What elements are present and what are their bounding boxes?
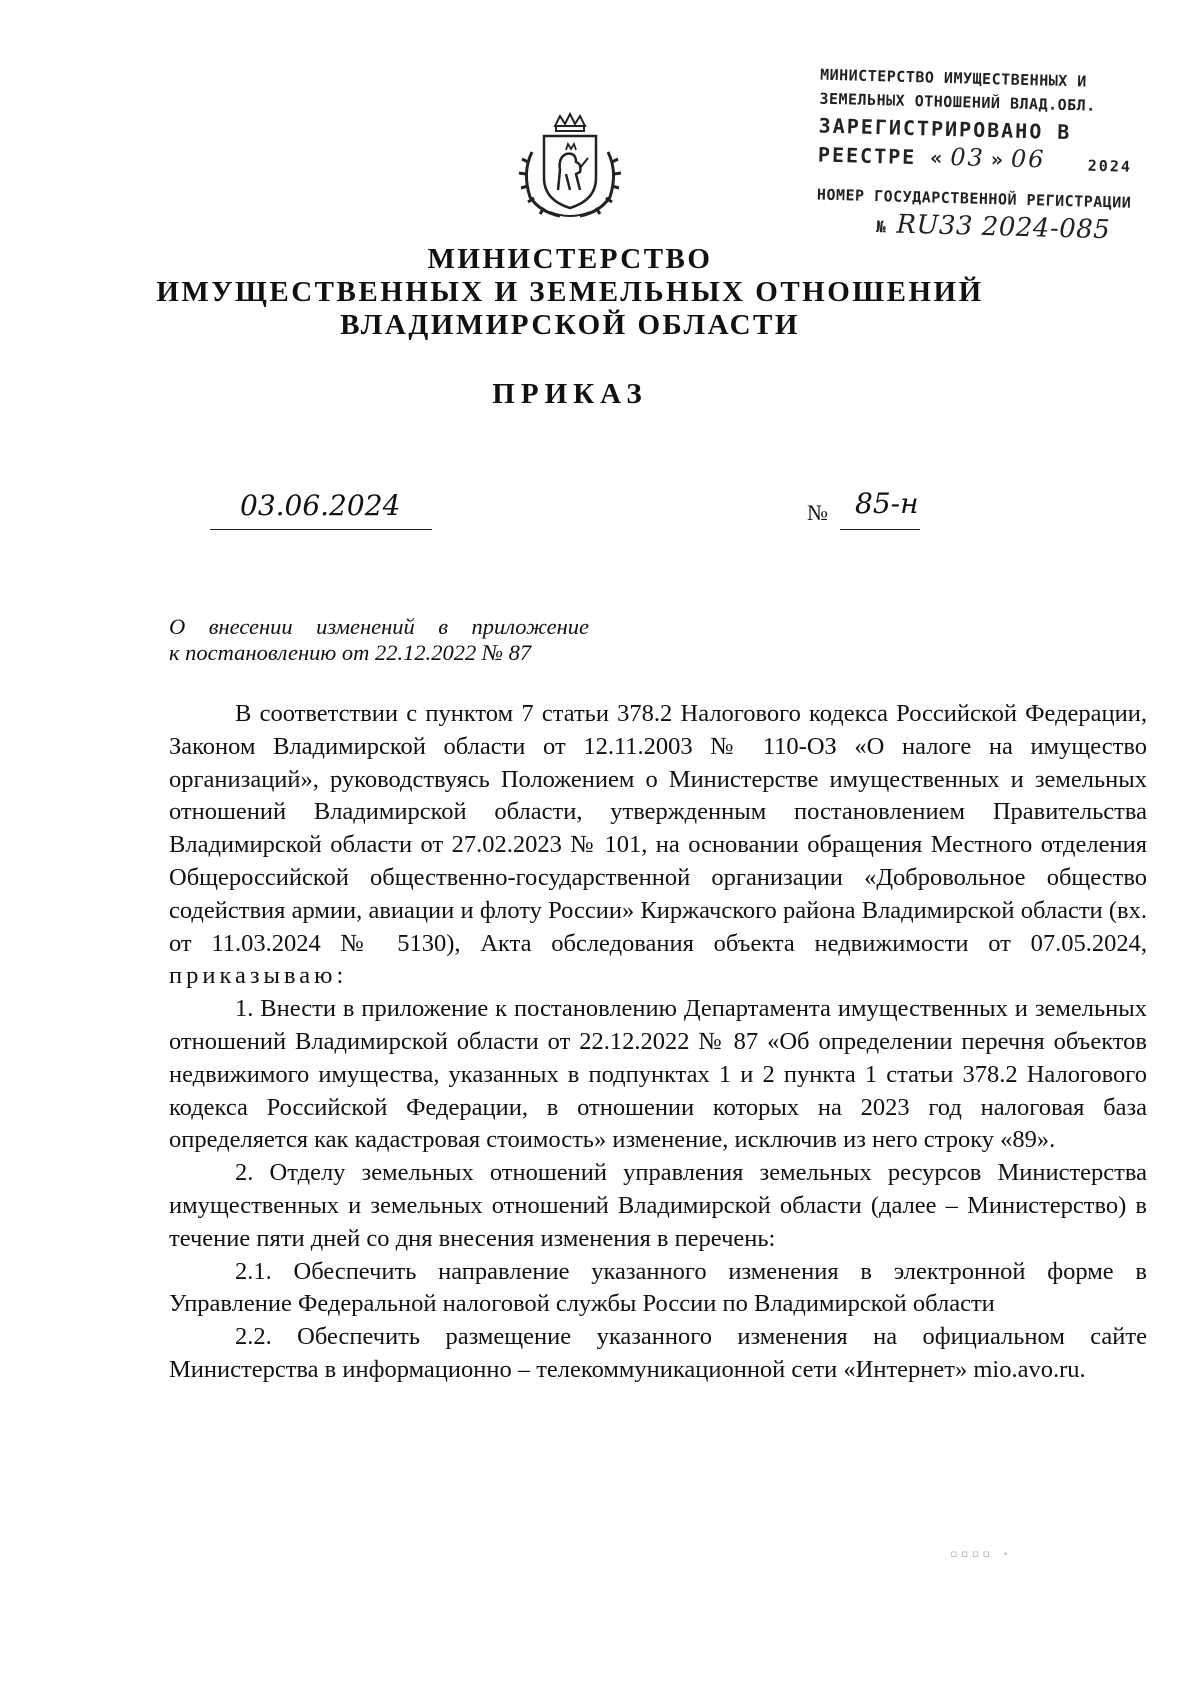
clause-2-paragraph: 2. Отделу земельных отношений управления земельных ресурсов Министерства имущественных и земельных отношений Владимирской области (далее – Министерство) в течение пяти дней со дня внесения изменения в перечень:	[169, 1159, 1147, 1252]
order-number-field	[840, 487, 920, 530]
order-number: 85-н	[855, 487, 919, 520]
ministry-header	[100, 243, 1040, 342]
subject-line-2: к постановлению от 22.12.2022 № 87	[169, 640, 532, 665]
stamp-year: 2024	[1087, 156, 1133, 176]
stamp-line-registration-number: № RU33 2024-085	[875, 209, 1111, 246]
stamp-line-relations: ЗЕМЕЛЬНЫХ ОТНОШЕНИЙ ВЛАД.ОБЛ.	[819, 89, 1096, 115]
registration-stamp	[816, 66, 1160, 247]
order-date-field	[210, 487, 432, 530]
order-title: ПРИКАЗ	[492, 378, 648, 410]
order-body	[169, 698, 1147, 1387]
subject-line-1: О внесении изменений в приложение	[169, 614, 589, 639]
faint-mark: ▫▫▫▫ ·	[950, 1541, 1013, 1566]
order-date: 03.06.2024	[240, 489, 401, 522]
stamp-day: 03	[949, 143, 986, 172]
coat-of-arms-icon	[510, 112, 630, 222]
stamp-line-registered: ЗАРЕГИСТРИРОВАНО В	[818, 113, 1072, 145]
clause-2-1-paragraph: 2.1. Обеспечить направление указанного изменения в электронной форме в Управление Федеральной налоговой службы России по Владимирской области	[169, 1257, 1147, 1318]
stamp-line-state-registration: НОМЕР ГОСУДАРСТВЕННОЙ РЕГИСТРАЦИИ	[816, 185, 1132, 212]
clause-1-paragraph: 1. Внести в приложение к постановлению Департамента имущественных и земельных отношений Владимирской области от 22.12.2022 № 87 «Об определении перечня объектов недвижимого имущества, указанных в подпунктах 1 и 2 пункта 1 статьи 378.2 Налогового кодекса Российской Федерации, в отношении которых на 2023 год налоговая база определяется как кадастровая стоимость» изменение, исключив из него строку «89».	[169, 995, 1147, 1154]
stamp-line-ministry: МИНИСТЕРСТВО ИМУЩЕСТВЕННЫХ И	[819, 65, 1088, 91]
header-line-3: ВЛАДИМИРСКОЙ ОБЛАСТИ	[340, 309, 800, 341]
registration-number: RU33 2024-085	[896, 209, 1111, 246]
stamp-month: 06	[1010, 144, 1046, 174]
header-line-1: МИНИСТЕРСТВО	[427, 243, 713, 275]
order-subject	[169, 614, 589, 666]
number-sign: №	[807, 500, 828, 525]
header-line-2: ИМУЩЕСТВЕННЫХ И ЗЕМЕЛЬНЫХ ОТНОШЕНИЙ	[156, 276, 984, 308]
preamble-paragraph: В соответствии с пунктом 7 статьи 378.2 Налогового кодекса Российской Федерации, Законом Владимирской области от 12.11.2003 № 110-ОЗ «О налоге на имущество организаций», руководствуясь Положением о Министерстве имущественных и земельных отношений Владимирской области, утвержденным постановлением Правительства Владимирской области от 27.02.2023 № 101, на основании обращения Местного отделения Общероссийской общественно-государственной организации «Добровольное общество содействия армии, авиации и флоту России» Киржачского района Владимирской области (вх. от 11.03.2024 № 5130), Акта обследования объекта недвижимости от 07.05.2024, приказываю:	[169, 700, 1147, 990]
stamp-line-registry-date: РЕЕСТРЕ « 03 » 06 2024	[817, 142, 1133, 176]
orders-word: приказываю:	[169, 962, 348, 990]
clause-2-2-paragraph: 2.2. Обеспечить размещение указанного изменения на официальном сайте Министерства в информационно – телекоммуникационной сети «Интернет» mio.avo.ru.	[169, 1323, 1147, 1383]
